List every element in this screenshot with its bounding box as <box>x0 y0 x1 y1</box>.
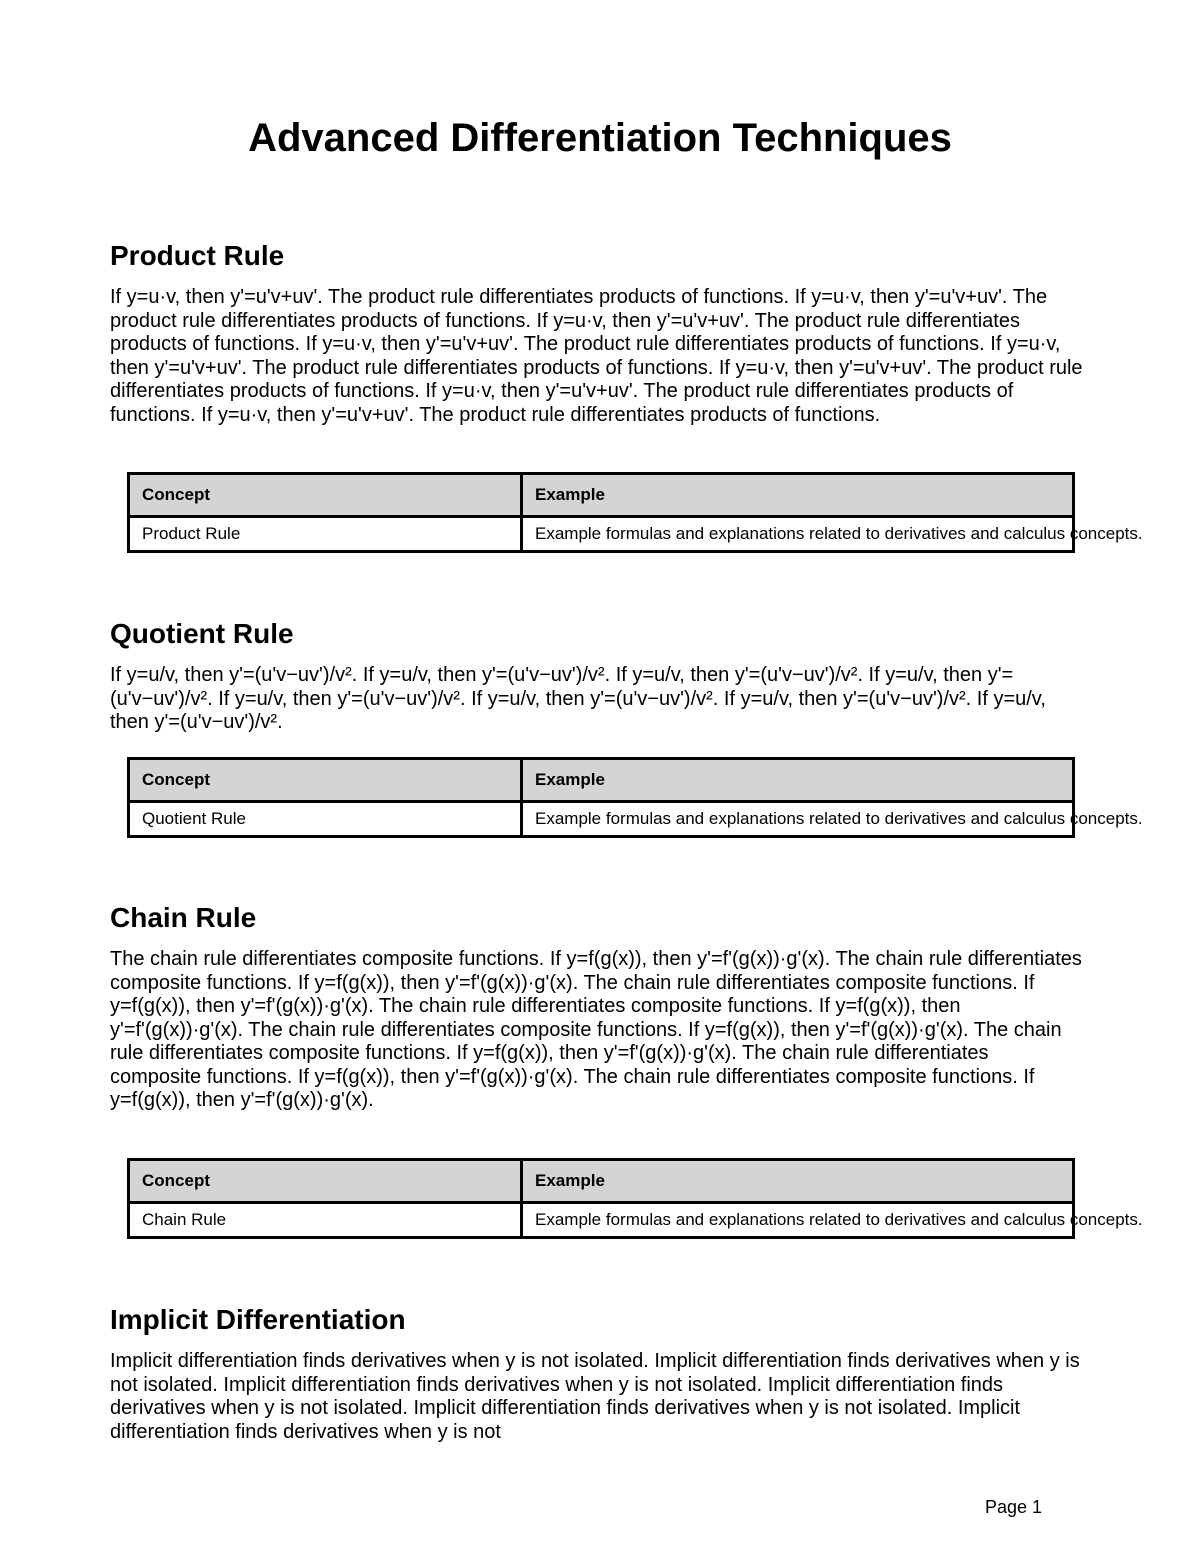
section-body: If y=u/v, then y'=(u'v−uv')/v². If y=u/v, then y'=(u'v−uv')/v². If y=u/v, then y'=(u'v−uv')/v². If y=u/v, then y'=(u'v−uv')/v². If y=u/v, then y'=(u'v−uv')/v². If y=u/v, then y'=(u'v−uv')/v². If y=u/v, then y'=(u'v−uv')/v². If y=u/v, then y'=(u'v−uv')/v². <box>110 664 1046 733</box>
column-header-concept: Concept <box>129 474 522 517</box>
table-row <box>129 517 1074 552</box>
table-row <box>129 802 1074 837</box>
section-heading: Implicit Differentiation <box>110 1304 406 1335</box>
section-product-rule <box>110 238 1090 427</box>
concept-table-product-rule <box>127 472 1143 553</box>
concept-cell: Quotient Rule <box>129 802 522 837</box>
column-header-example: Example <box>522 1160 1074 1203</box>
table-header-row <box>129 759 1074 802</box>
section-body: The chain rule differentiates composite functions. If y=f(g(x)), then y'=f'(g(x))·g'(x). The chain rule differentiates composite functions. If y=f(g(x)), then y'=f'(g(x))·g'(x). The chain rule differentiates composite functions. If y=f(g(x)), then y'=f'(g(x))·g'(x). The chain rule differentiates composite functions. If y=f(g(x)), then y'=f'(g(x))·g'(x). The chain rule differentiates composite functions. If y=f(g(x)), then y'=f'(g(x))·g'(x). The chain rule differentiates composite functions. If y=f(g(x)), then y'=f'(g(x))·g'(x). The chain rule differentiates composite functions. If y=f(g(x)), then y'=f'(g(x))·g'(x). The chain rule differentiates composite functions. If y=f(g(x)), then y'=f'(g(x))·g'(x). <box>110 948 1082 1111</box>
column-header-example: Example <box>522 759 1074 802</box>
concept-cell: Product Rule <box>129 517 522 552</box>
column-header-concept: Concept <box>129 1160 522 1203</box>
section-implicit-differentiation <box>110 1302 1090 1444</box>
section-chain-rule <box>110 900 1090 1113</box>
section-body: If y=u·v, then y'=u'v+uv'. The product rule differentiates products of functions. If y=u·v, then y'=u'v+uv'. The product rule differentiates products of functions. If y=u·v, then y'=u'v+uv'. The product rule differentiates products of functions. If y=u·v, then y'=u'v+uv'. The product rule differentiates products of functions. If y=u·v, then y'=u'v+uv'. The product rule differentiates products of functions. If y=u·v, then y'=u'v+uv'. The product rule differentiates products of functions. If y=u·v, then y'=u'v+uv'. The product rule differentiates products of functions. If y=u·v, then y'=u'v+uv'. The product rule differentiates products of functions. <box>110 286 1083 426</box>
column-header-example: Example <box>522 474 1074 517</box>
section-quotient-rule <box>110 616 1090 735</box>
section-body: Implicit differentiation finds derivatives when y is not isolated. Implicit differentiation finds derivatives when y is not isolated. Implicit differentiation finds derivatives when y is not isolated. Implicit differentiation finds derivatives when y is not isolated. Implicit differentiation finds derivatives when y is not isolated. Implicit differentiation finds derivatives when y is not <box>110 1350 1080 1443</box>
section-heading: Chain Rule <box>110 902 257 933</box>
concept-table-chain-rule <box>127 1158 1143 1239</box>
table-header-row <box>129 1160 1074 1203</box>
example-cell: Example formulas and explanations related to derivatives and calculus concepts. <box>522 1203 1074 1238</box>
page-title: Advanced Differentiation Techniques <box>248 116 952 160</box>
section-heading: Product Rule <box>110 240 285 271</box>
page-number: Page 1 <box>984 1497 1042 1517</box>
section-heading: Quotient Rule <box>110 618 294 649</box>
example-cell: Example formulas and explanations related to derivatives and calculus concepts. <box>522 802 1074 837</box>
table-header-row <box>129 474 1074 517</box>
column-header-concept: Concept <box>129 759 522 802</box>
concept-cell: Chain Rule <box>129 1203 522 1238</box>
table-row <box>129 1203 1074 1238</box>
example-cell: Example formulas and explanations related to derivatives and calculus concepts. <box>522 517 1074 552</box>
concept-table-quotient-rule <box>127 757 1143 838</box>
